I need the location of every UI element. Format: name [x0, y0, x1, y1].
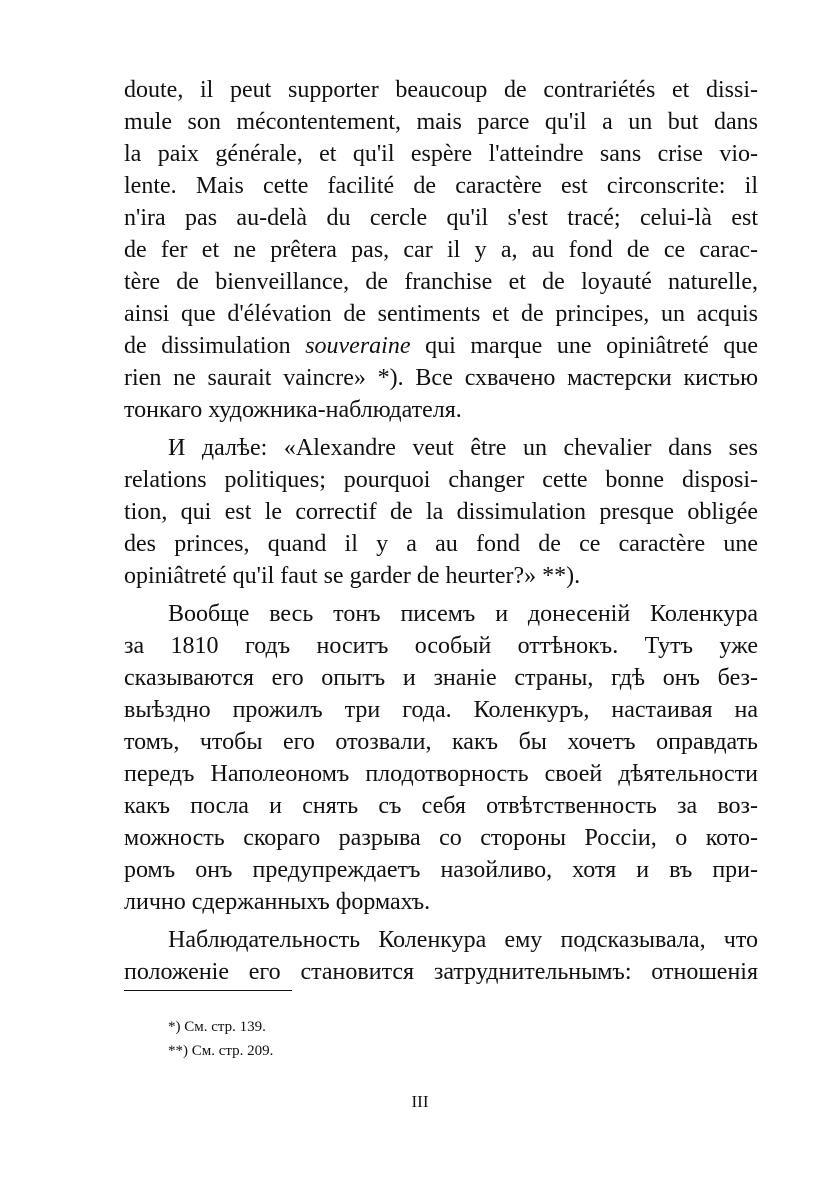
text-fragment: qui marque une opiniâtreté que — [425, 333, 758, 359]
text-fragment: de dissimulation — [124, 333, 291, 359]
page-number: III — [411, 1092, 429, 1111]
emphasis-word: souveraine — [305, 333, 411, 359]
text-line: передъ Наполеономъ плодотворность своей дѣятельности — [124, 761, 758, 787]
paragraph-last-line: opiniâtreté qu'il faut se garder de heurter?» **). — [124, 563, 581, 589]
text-line: n'ira pas au-delà du cercle qu'il s'est tracé; celui-là est — [124, 205, 758, 231]
text-line: doute, il peut supporter beaucoup de contrariétés et dissi- — [124, 77, 758, 103]
text-line: томъ, чтобы его отозвали, какъ бы хочетъ оправдать — [124, 729, 758, 755]
paragraph-first-line: И далѣе: «Alexandre veut être un chevalier dans ses — [168, 435, 758, 461]
paragraph-last-line: лично сдержанныхъ формахъ. — [124, 889, 431, 915]
text-line: de fer et ne prêtera pas, car il y a, au fond de ce carac- — [124, 237, 758, 263]
text-line: ромъ онъ предупреждаетъ назойливо, хотя и въ при- — [124, 857, 758, 883]
text-line: ainsi que d'élévation de sentiments et de principes, un acquis — [124, 301, 758, 327]
text-line: какъ посла и снять съ себя отвѣтственность за воз- — [124, 793, 758, 819]
paragraph-last-line: тонкаго художника-наблюдателя. — [124, 397, 462, 423]
text-line: mule son mécontentement, mais parce qu'il a un but dans — [124, 109, 758, 135]
paragraph-first-line: Наблюдательность Коленкура ему подсказывала, что — [168, 927, 758, 953]
text-line: за 1810 годъ носитъ особый оттѣнокъ. Тутъ уже — [124, 633, 758, 659]
paragraph-first-line: Вообще весь тонъ писемъ и донесеній Коленкура — [168, 601, 758, 627]
text-line: lente. Mais cette facilité de caractère est circonscrite: il — [124, 173, 758, 199]
text-line: сказываются его опытъ и знаніе страны, гдѣ онъ без- — [124, 665, 758, 691]
text-line: положеніе его становится затруднительнымъ: отношенія — [124, 959, 758, 985]
footnote: *) См. стр. 139. — [168, 1019, 266, 1035]
text-line: tère de bienveillance, de franchise et de loyauté naturelle, — [124, 269, 758, 295]
text-line: tion, qui est le correctif de la dissimulation presque obligée — [124, 499, 758, 525]
text-line: выѣздно прожилъ три года. Коленкуръ, настаивая на — [124, 697, 758, 723]
text-line: des princes, quand il y a au fond de ce caractère une — [124, 531, 758, 557]
text-line: la paix générale, et qu'il espère l'atteindre sans crise vio- — [124, 141, 758, 167]
text-line: rien ne saurait vaincre» *). Все схвачено мастерски кистью — [124, 365, 758, 391]
text-line: relations politiques; pourquoi changer cette bonne disposi- — [124, 467, 758, 493]
text-line: можность скораго разрыва со стороны Россіи, о кото- — [124, 825, 758, 851]
footnote: **) См. стр. 209. — [168, 1043, 274, 1059]
